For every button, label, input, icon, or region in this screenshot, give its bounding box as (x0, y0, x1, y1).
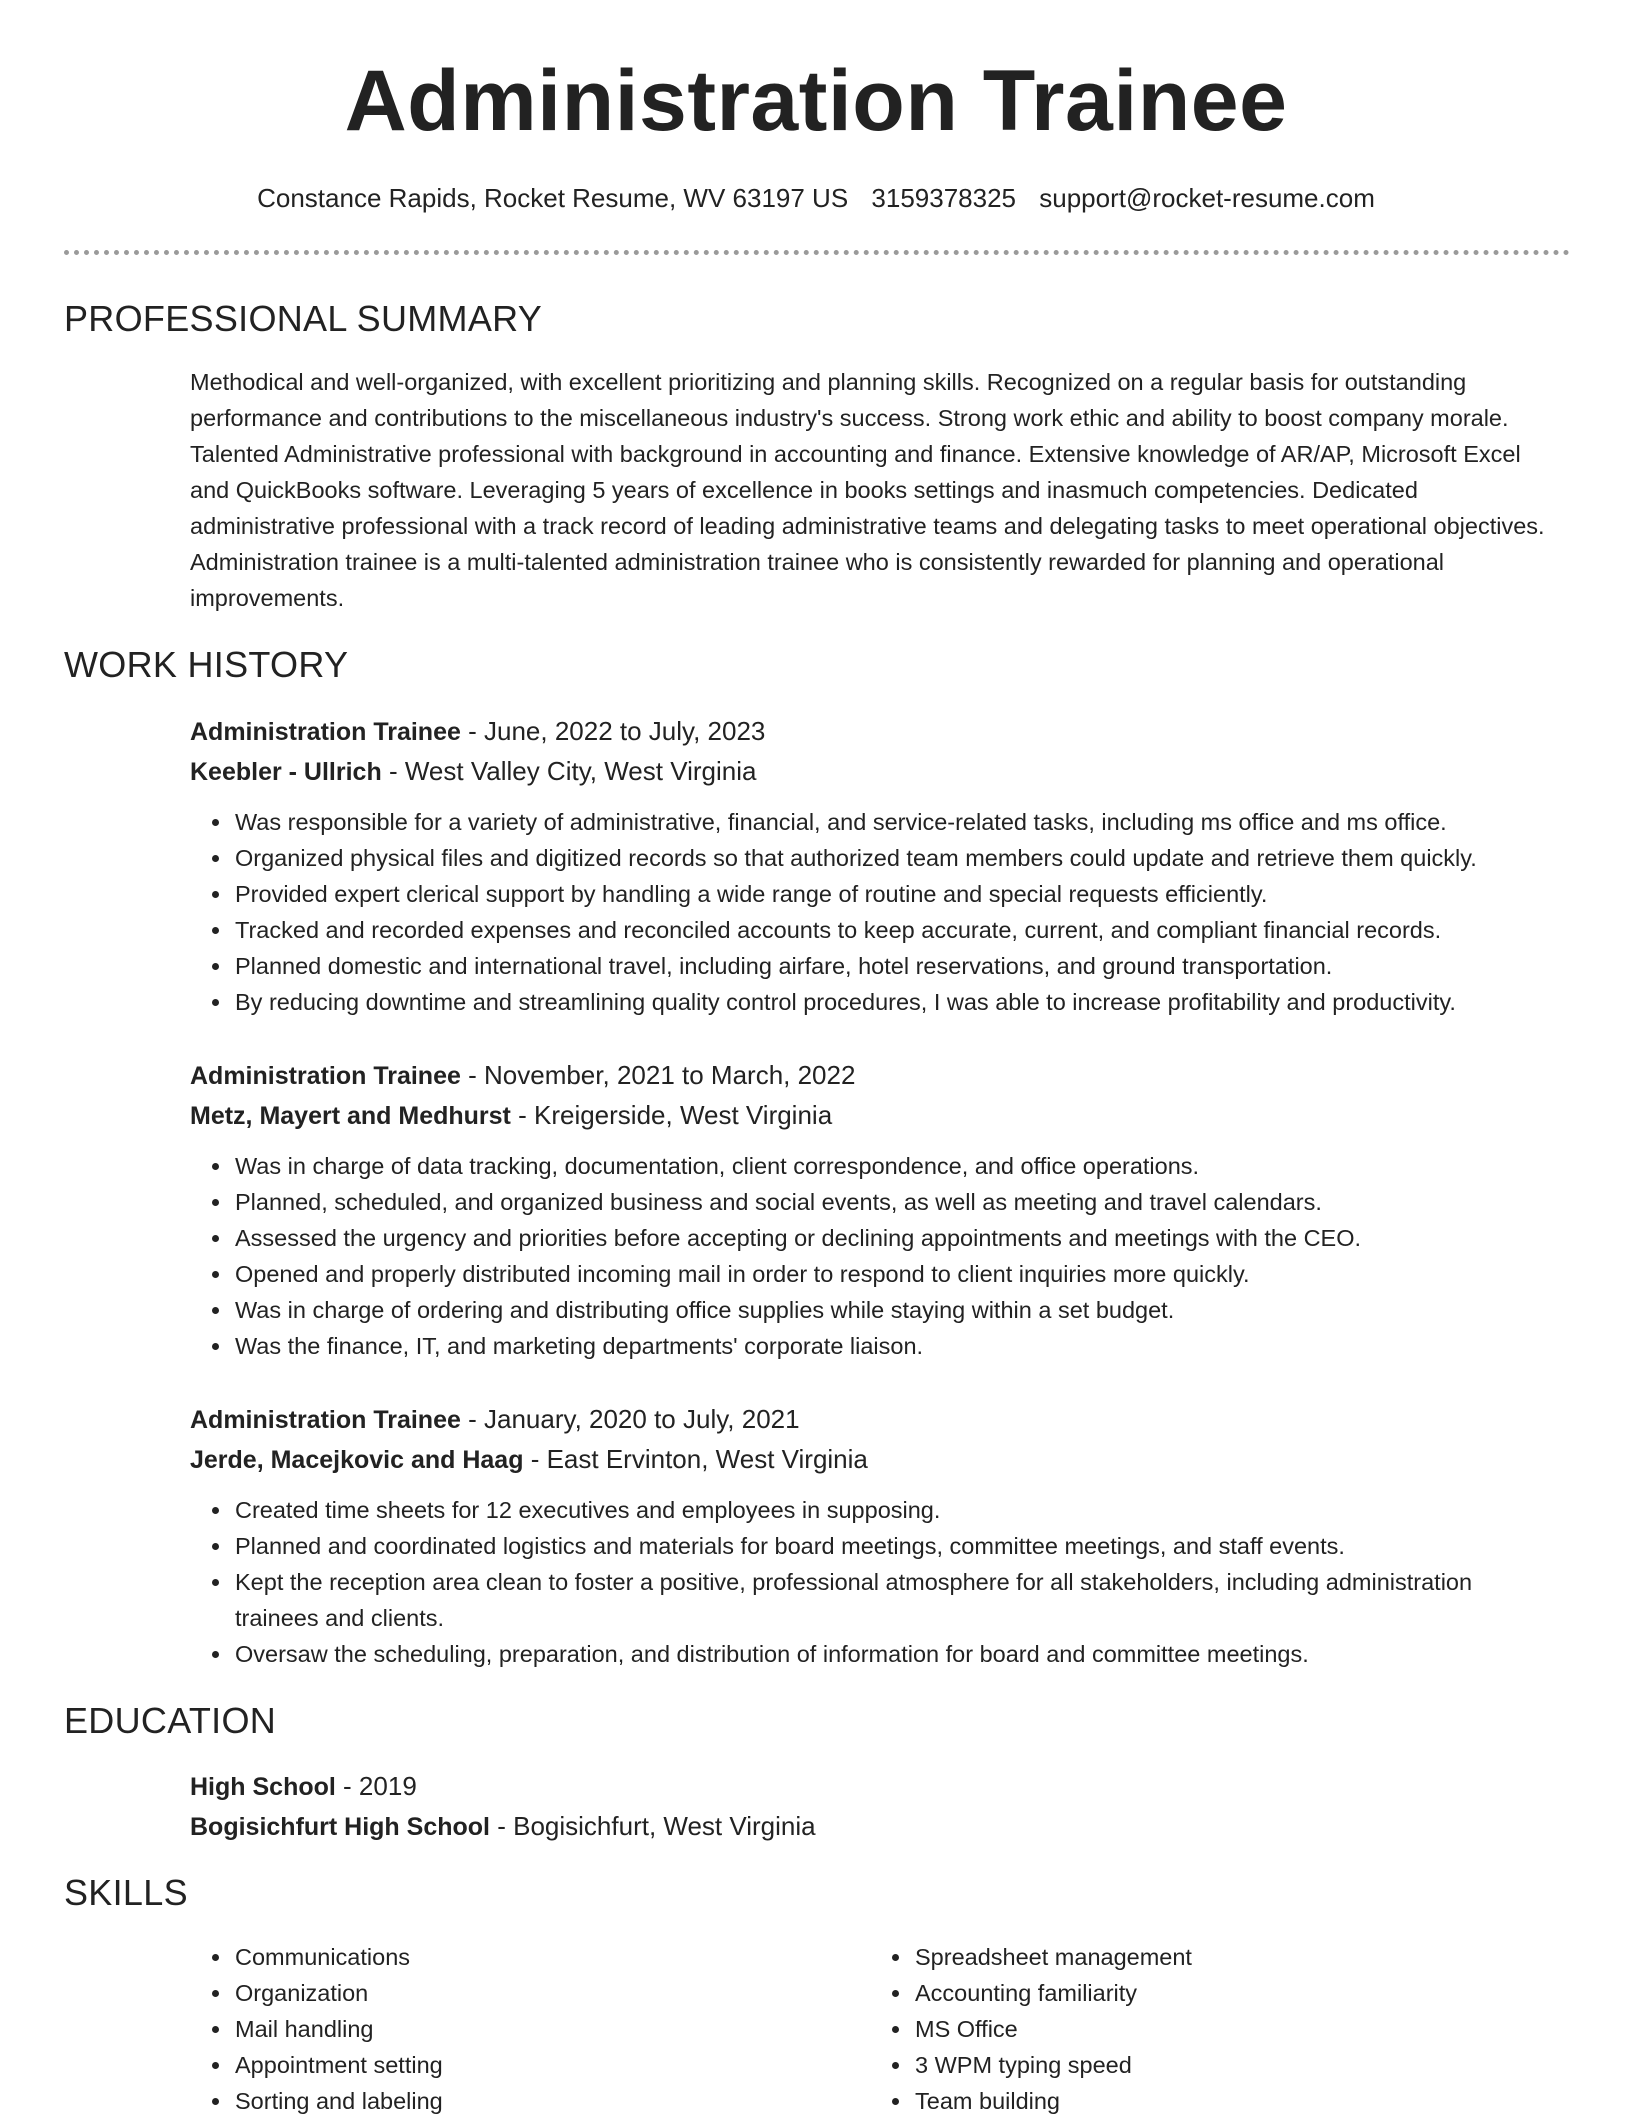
list-item: • Was in charge of ordering and distributing office supplies while staying within a set budget. (233, 1292, 1550, 1328)
job-dates: - November, 2021 to March, 2022 (460, 1060, 856, 1090)
skill-item: • Spreadsheet management (913, 1939, 1192, 1975)
job-company: Keebler - Ullrich (190, 758, 382, 786)
education-school-line (190, 1807, 1550, 1847)
skills-list-left (190, 1939, 443, 2119)
skill-item: • MS Office (913, 2011, 1192, 2047)
skill-item: • Appointment setting (233, 2047, 443, 2083)
education-location: - Bogisichfurt, West Virginia (490, 1811, 816, 1841)
education-entry (190, 1767, 1550, 1847)
job-location: - Kreigerside, West Virginia (510, 1100, 833, 1130)
education-year: - 2019 (335, 1771, 417, 1801)
job-location: - West Valley City, West Virginia (381, 756, 757, 786)
list-item: • Planned domestic and international travel, including airfare, hotel reservations, and ground transportation. (233, 948, 1550, 984)
job-dates: - January, 2020 to July, 2021 (460, 1404, 800, 1434)
list-item: • Assessed the urgency and priorities before accepting or declining appointments and meetings with the CEO. (233, 1220, 1550, 1256)
job-entry-1 (190, 712, 1550, 1020)
resume-name-heading: Administration Trainee (344, 53, 1288, 149)
list-item: • Opened and properly distributed incoming mail in order to respond to client inquiries more quickly. (233, 1256, 1550, 1292)
education-degree-line (190, 1767, 1550, 1807)
list-item: • Tracked and recorded expenses and reconciled accounts to keep accurate, current, and compliant financial records. (233, 912, 1550, 948)
job-title-line (190, 1056, 1550, 1096)
contact-address: Constance Rapids, Rocket Resume, WV 63197 US (257, 183, 849, 213)
contact-email: support@rocket-resume.com (1039, 183, 1375, 213)
education-section-title: EDUCATION (64, 1700, 277, 1741)
job-bullets (190, 1492, 1550, 1672)
job-company-line (190, 752, 1550, 792)
contact-phone: 3159378325 (871, 183, 1017, 213)
job-role: Administration Trainee (190, 718, 461, 746)
list-item: • Oversaw the scheduling, preparation, and distribution of information for board and committee meetings. (233, 1636, 1550, 1672)
work-history-section-title: WORK HISTORY (64, 644, 349, 685)
job-title-line (190, 712, 1550, 752)
job-company-line (190, 1096, 1550, 1136)
list-item: • Was the finance, IT, and marketing departments' corporate liaison. (233, 1328, 1550, 1364)
list-item: • By reducing downtime and streamlining quality control procedures, I was able to increase profitability and productivity. (233, 984, 1550, 1020)
list-item: • Planned, scheduled, and organized business and social events, as well as meeting and travel calendars. (233, 1184, 1550, 1220)
list-item: • Kept the reception area clean to foster a positive, professional atmosphere for all stakeholders, including administration trainees and clients. (233, 1564, 1550, 1636)
header-divider (64, 250, 1570, 255)
list-item: • Was in charge of data tracking, documentation, client correspondence, and office operations. (233, 1148, 1550, 1184)
job-bullets (190, 1148, 1550, 1364)
skill-item: • Communications (233, 1939, 443, 1975)
job-company: Jerde, Macejkovic and Haag (190, 1446, 524, 1474)
job-bullets (190, 804, 1550, 1020)
list-item: • Provided expert clerical support by handling a wide range of routine and special requests efficiently. (233, 876, 1550, 912)
skill-item: • 3 WPM typing speed (913, 2047, 1192, 2083)
skill-item: • Organization (233, 1975, 443, 2011)
list-item: • Planned and coordinated logistics and materials for board meetings, committee meetings, and staff events. (233, 1528, 1550, 1564)
summary-block (190, 364, 1550, 616)
job-dates: - June, 2022 to July, 2023 (460, 716, 766, 746)
job-entry-3 (190, 1400, 1550, 1672)
job-entry-2 (190, 1056, 1550, 1364)
skill-item: • Accounting familiarity (913, 1975, 1192, 2011)
list-item: • Organized physical files and digitized records so that authorized team members could update and retrieve them quickly. (233, 840, 1550, 876)
skills-section-title: SKILLS (64, 1872, 188, 1913)
skill-item: • Sorting and labeling (233, 2083, 443, 2119)
job-role: Administration Trainee (190, 1406, 461, 1434)
skill-item: • Mail handling (233, 2011, 443, 2047)
skill-item: • Team building (913, 2083, 1192, 2119)
contact-line (0, 183, 1632, 214)
job-location: - East Ervinton, West Virginia (523, 1444, 868, 1474)
summary-section-title: PROFESSIONAL SUMMARY (64, 298, 543, 339)
summary-text: Methodical and well-organized, with excellent prioritizing and planning skills. Recognized on a regular basis for outstanding performance and contributions to the miscellaneous industry's success. Strong work ethic and ability to boost company morale. Talented Administrative professional with background in accounting and finance. Extensive knowledge of AR/AP, Microsoft Excel and QuickBooks software. Leveraging 5 years of excellence in books settings and inasmuch competencies. Dedicated administrative professional with a track record of leading administrative teams and delegating tasks to meet operational objectives. Administration trainee is a multi-talented administration trainee who is consistently rewarded for planning and operational improvements. (190, 369, 1545, 611)
list-item: • Created time sheets for 12 executives and employees in supposing. (233, 1492, 1550, 1528)
job-role: Administration Trainee (190, 1062, 461, 1090)
education-degree: High School (190, 1773, 336, 1801)
job-company-line (190, 1440, 1550, 1480)
skills-list-right (870, 1939, 1192, 2119)
education-school: Bogisichfurt High School (190, 1813, 490, 1841)
list-item: • Was responsible for a variety of administrative, financial, and service-related tasks, including ms office and ms office. (233, 804, 1550, 840)
job-company: Metz, Mayert and Medhurst (190, 1102, 511, 1130)
job-title-line (190, 1400, 1550, 1440)
